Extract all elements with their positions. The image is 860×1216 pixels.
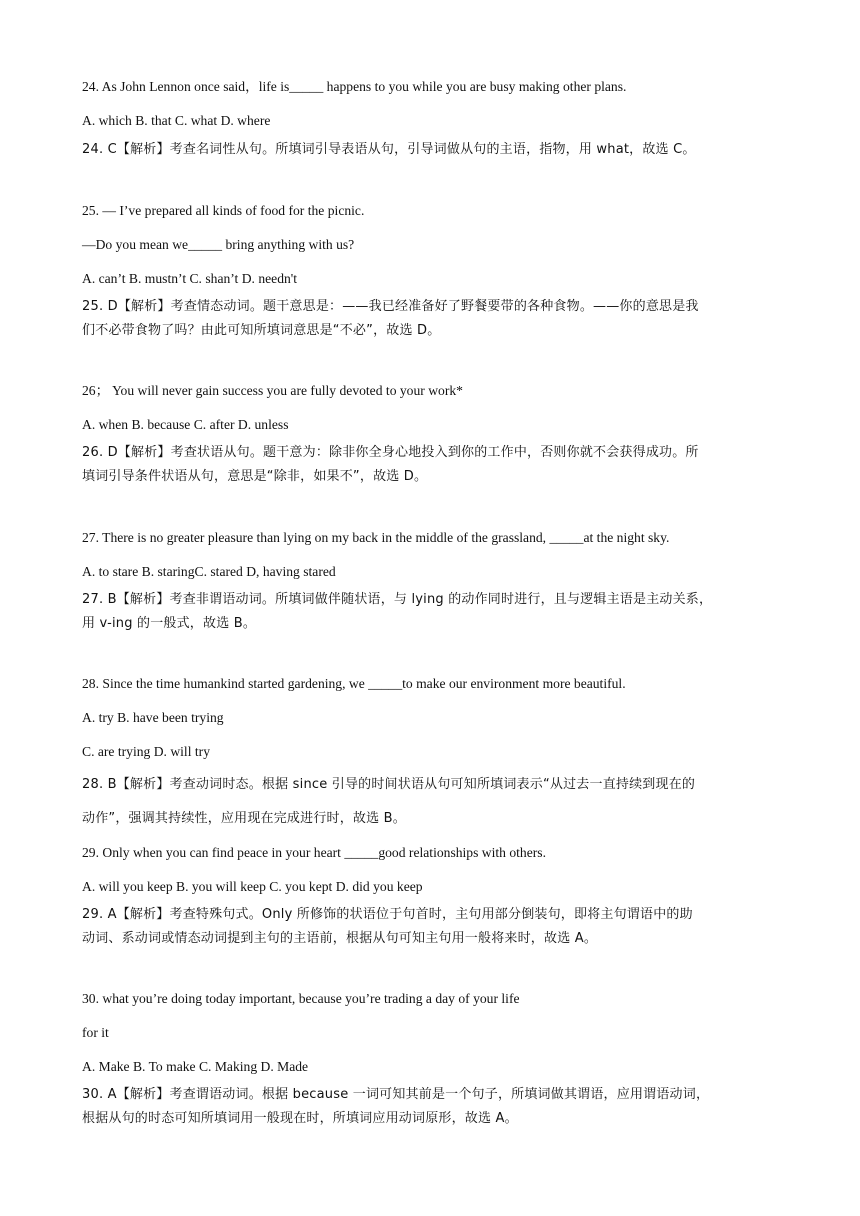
- options-24: A. which B. that C. what D. where: [82, 113, 271, 128]
- question-30-line-1: 30. what you’re doing today important, because you’re trading a day of your life: [82, 991, 520, 1006]
- answer-26-line-1: 26. D【解析】考查状语从句。题干意为：除非你全身心地投入到你的工作中，否则你就不会获得成功。所: [82, 445, 699, 460]
- question-25-line-1: 25. — I’ve prepared all kinds of food for the picnic.: [82, 203, 365, 218]
- answer-28-line-1: 28. B【解析】考查动词时态。根据 since 引导的时间状语从句可知所填词表示“从过去一直持续到现在的: [82, 777, 696, 792]
- question-26: 26； You will never gain success you are fully devoted to your work*: [82, 383, 463, 398]
- question-30-line-2: for it: [82, 1025, 109, 1040]
- options-25: A. can’t B. mustn’t C. shan’t D. needn't: [82, 271, 298, 286]
- question-24: 24. As John Lennon once said，life is_____ happens to you while you are busy making other plans.: [82, 79, 627, 94]
- answer-27-line-2: 用 v-ing 的一般式，故选 B。: [82, 616, 257, 631]
- options-28-line-1: A. try B. have been trying: [82, 710, 224, 725]
- answer-29-line-2: 动词、系动词或情态动词提到主句的主语前，根据从句可知主句用一般将来时，故选 A。: [82, 931, 598, 946]
- question-28: 28. Since the time humankind started gardening, we _____to make our environment more beautiful.: [82, 676, 626, 691]
- answer-27-line-1: 27. B【解析】考查非谓语动词。所填词做伴随状语，与 lying 的动作同时进行，且与逻辑主语是主动关系，: [82, 592, 713, 607]
- question-25-line-2: —Do you mean we_____ bring anything with us?: [82, 237, 355, 252]
- options-30: A. Make B. To make C. Making D. Made: [82, 1059, 309, 1074]
- options-29: A. will you keep B. you will keep C. you kept D. did you keep: [82, 879, 423, 894]
- answer-30-line-2: 根据从句的时态可知所填词用一般现在时，所填词应用动词原形，故选 A。: [82, 1111, 518, 1126]
- answer-26-line-2: 填词引导条件状语从句，意思是“除非，如果不”，故选 D。: [82, 469, 428, 484]
- answer-24: 24. C【解析】考查名词性从句。所填词引导表语从句，引导词做从句的主语，指物，用 what，故选 C。: [82, 142, 696, 157]
- question-29: 29. Only when you can find peace in your heart _____good relationships with others.: [82, 845, 546, 860]
- options-28-line-2: C. are trying D. will try: [82, 744, 210, 759]
- options-26: A. when B. because C. after D. unless: [82, 417, 289, 432]
- answer-25-line-2: 们不必带食物了吗？由此可知所填词意思是“不必”，故选 D。: [82, 323, 441, 338]
- answer-30-line-1: 30. A【解析】考查谓语动词。根据 because 一词可知其前是一个句子，所填词做其谓语，应用谓语动词，: [82, 1087, 710, 1102]
- question-27: 27. There is no greater pleasure than lying on my back in the middle of the grassland, _____at the night sky.: [82, 530, 670, 545]
- answer-28-line-2: 动作”，强调其持续性，应用现在完成进行时，故选 B。: [82, 811, 406, 826]
- options-27: A. to stare B. staringC. stared D, having stared: [82, 564, 336, 579]
- answer-29-line-1: 29. A【解析】考查特殊句式。Only 所修饰的状语位于句首时，主句用部分倒装句，即将主句谓语中的助: [82, 907, 693, 922]
- answer-25-line-1: 25. D【解析】考查情态动词。题干意思是：——我已经准备好了野餐要带的各种食物。——你的意思是我: [82, 299, 699, 314]
